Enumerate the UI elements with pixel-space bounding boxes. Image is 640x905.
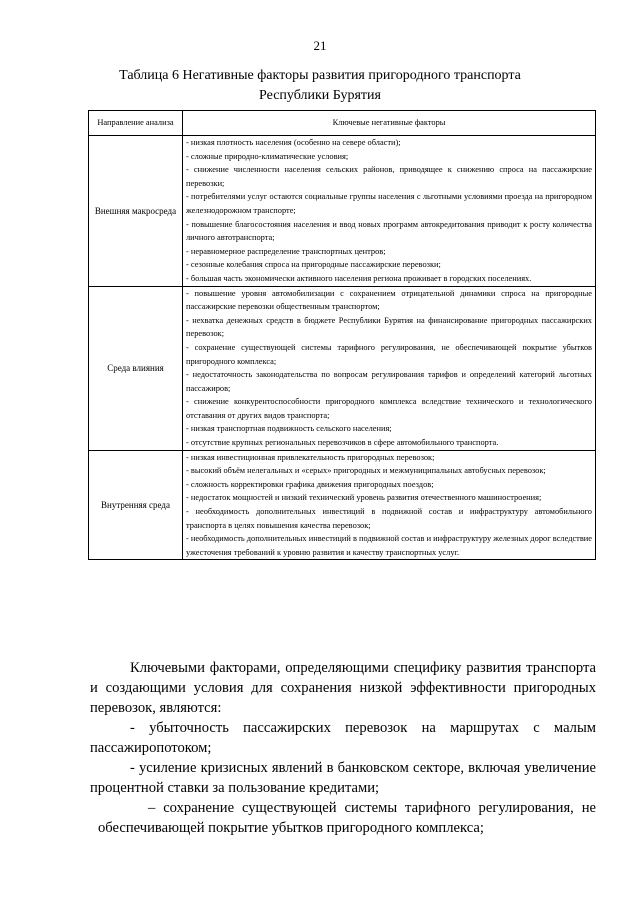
page-number: 21 xyxy=(313,38,327,53)
category-external: Внешняя макросреда xyxy=(89,136,183,287)
list-item: - низкая транспортная подвижность сельского населения; xyxy=(186,424,392,434)
list-item: - снижение конкурентоспособности пригородного комплекса вследствие технического и технологического отставания от других видов транспорта; xyxy=(186,397,592,420)
list-item: - повышение благосостояния населения и ввод новых программ автокредитования приводит к росту количества личного автотранспорта; xyxy=(186,219,592,243)
factors-table xyxy=(88,110,596,560)
table-row xyxy=(89,286,596,450)
body-text xyxy=(90,658,596,838)
list-item: - отсутствие крупных региональных перевозчиков в сфере автомобильного транспорта. xyxy=(186,438,499,448)
table-title-line-2: Республики Бурятия xyxy=(259,88,381,103)
list-item: - снижение численности населения сельских районов, приводящее к снижению спроса на пассажирские перевозки; xyxy=(186,165,592,188)
list-item: - потребителями услуг остаются социальные группы населения с льготными условиями проезда на пригородном железнодорожном транспорте; xyxy=(186,192,592,215)
list-item: - сезонные колебания спроса на пригородные пассажирские перевозки; xyxy=(186,260,441,270)
intro-paragraph: Ключевыми факторами, определяющими специфику развития транспорта и создающими условия для сохранения низкой эффективности пригородных перевозок, являются: xyxy=(90,660,596,716)
list-item: - необходимость дополнительных инвестиций в подвижной состав и инфраструктуру автомобильного транспорта в целях повышения качества перевозок; xyxy=(186,507,592,530)
header-direction: Направление анализа xyxy=(89,111,183,136)
category-internal: Внутренняя среда xyxy=(89,450,183,560)
bullet-paragraph: - убыточность пассажирских перевозок на маршрутах с малым пассажиропотоком; xyxy=(90,720,596,756)
list-item: - необходимость дополнительных инвестиций в подвижной состав и инфраструктуру железных дорог вследствие ужесточения требований к уровню развития и качеству транспортных услуг. xyxy=(186,534,592,557)
bullet-paragraph: – сохранение существующей системы тарифного регулирования, не обеспечивающей покрытие убытков пригородного комплекса; xyxy=(98,800,596,836)
factor-list-external xyxy=(183,136,596,287)
list-item: - большая часть экономически активного населения региона проживает в городских поселениях. xyxy=(186,273,532,283)
table-title-line-1: Таблица 6 Негативные факторы развития пригородного транспорта xyxy=(119,68,521,83)
list-item: - высокий объём нелегальных и «серых» пригородных и межмуниципальных автобусных перевозок; xyxy=(186,466,546,476)
factor-list-internal xyxy=(183,450,596,560)
list-item: - сложные природно-климатические условия; xyxy=(186,151,349,161)
table-row xyxy=(89,136,596,287)
list-item: - недостаток мощностей и низкий технический уровень развития отечественного машиностроения; xyxy=(186,493,542,503)
list-item: - недостаточность законодательства по вопросам регулирования тарифов и определений категорий льготных пассажиров; xyxy=(186,370,592,393)
category-influence: Среда влияния xyxy=(89,286,183,450)
list-item: - низкая инвестиционная привлекательность пригородных перевозок; xyxy=(186,452,435,462)
factor-list-influence xyxy=(183,286,596,450)
list-item: - нехватка денежных средств в бюджете Республики Бурятия на финансирование пригородных пассажирских перевозок; xyxy=(186,315,592,339)
table-title xyxy=(0,66,640,106)
header-factors: Ключевые негативные факторы xyxy=(183,111,596,136)
list-item: - низкая плотность населения (особенно на севере области); xyxy=(186,138,401,147)
list-item: - сложность корректировки графика движения пригородных поездов; xyxy=(186,479,434,489)
table-header-row xyxy=(89,111,596,136)
list-item: - сохранение существующей системы тарифного регулирования, не обеспечивающей покрытие убытков пригородного комплекса; xyxy=(186,342,592,366)
list-item: - неравномерное распределение транспортных центров; xyxy=(186,246,386,256)
list-item: - повышение уровня автомобилизации с сохранением отрицательной динамики спроса на пригородные пассажирские перевозки общественным транспортом; xyxy=(186,288,592,312)
bullet-paragraph: - усиление кризисных явлений в банковском секторе, включая увеличение процентной ставки за пользование кредитами; xyxy=(90,760,596,796)
table-row xyxy=(89,450,596,560)
